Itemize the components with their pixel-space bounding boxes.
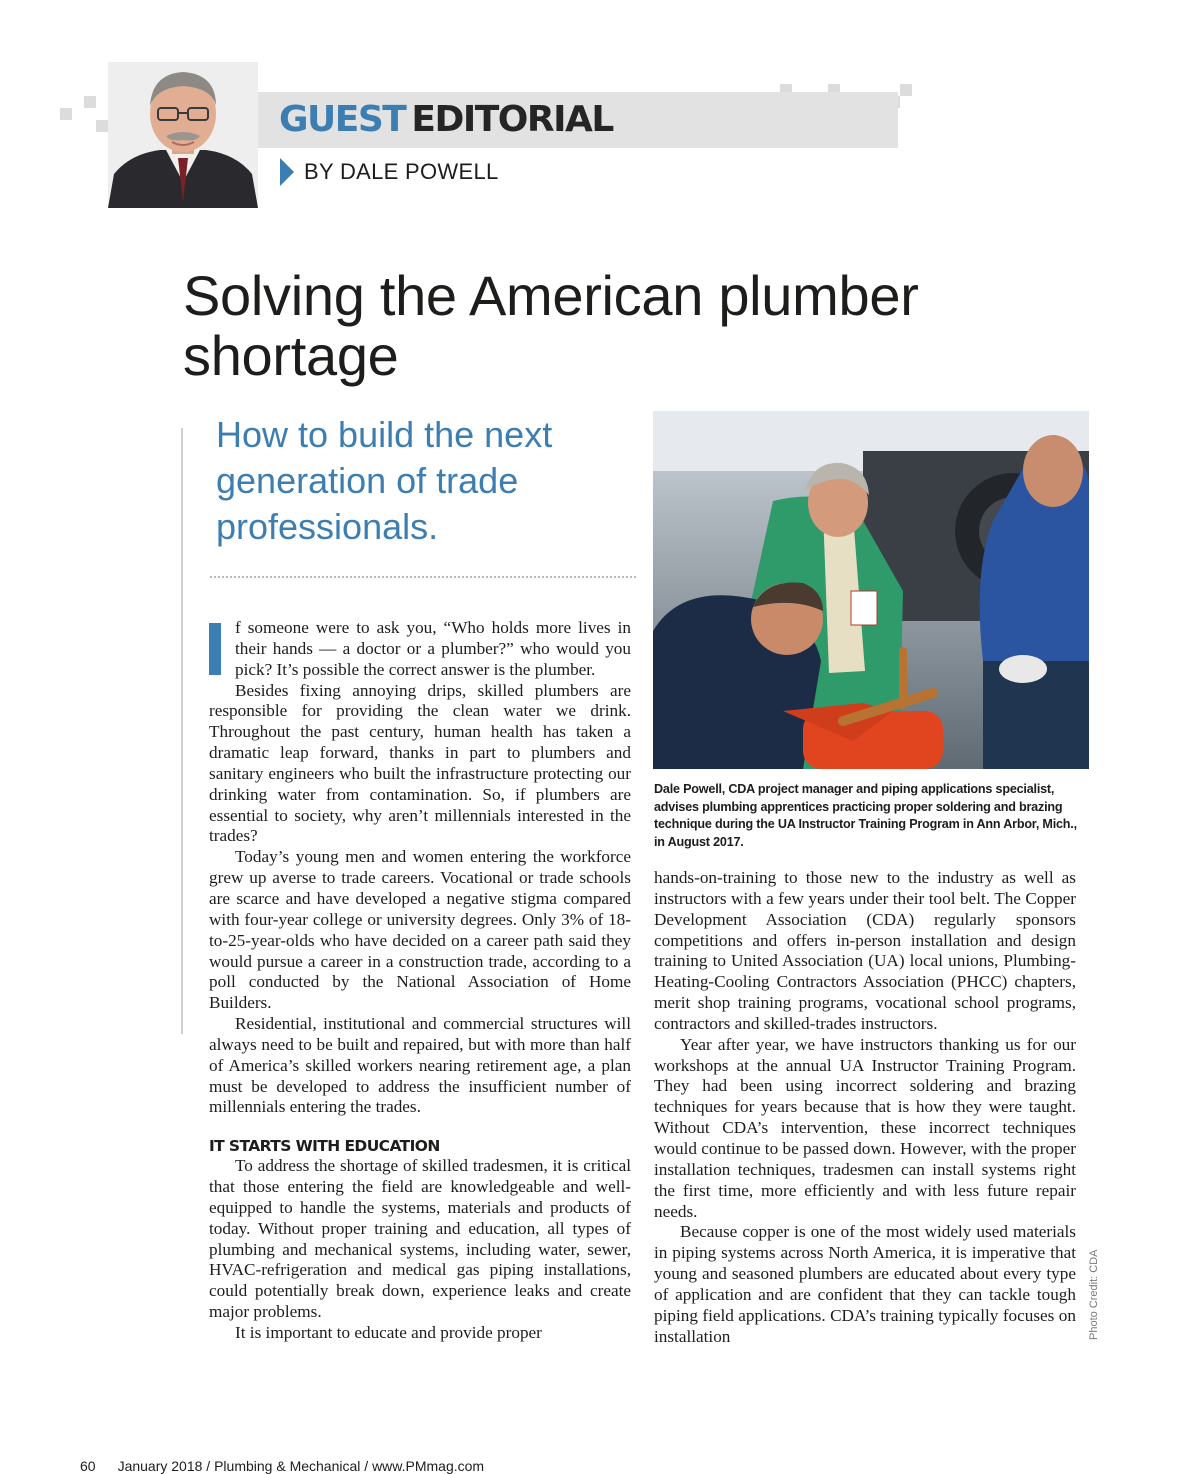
author-portrait (108, 62, 258, 208)
article-paragraph: Besides fixing annoying drips, skilled plumbers are responsible for providing the clean water we drink. Throughout the past century, human health has taken a dramatic leap forward, thanks in part to plumbers and sanitary engineers who built the infrastructure protecting our drinking water from contamination. So, if plumbers are essential to society, why aren’t millennials interested in the trades? (209, 680, 631, 846)
article-column-2 (654, 868, 1076, 1347)
workshop-photo-image (653, 411, 1089, 769)
issue-date: January 2018 (117, 1458, 203, 1474)
byline: BY DALE POWELL (304, 159, 499, 184)
drop-cap-bar (209, 623, 221, 675)
photo-caption: Dale Powell, CDA project manager and piping applications specialist, advises plumbing apprentices practicing proper soldering and brazing technique during the UA Instructor Training Program in Ann Arbor, Mich., in August 2017. (654, 782, 1077, 849)
article-paragraph (209, 618, 631, 681)
section-title (279, 96, 613, 144)
article-headline: Solving the American plumber shortage (183, 264, 919, 387)
magazine-website[interactable]: www.PMmag.com (372, 1458, 485, 1474)
paragraph-text: f someone were to ask you, “Who holds more lives in their hands — a doctor or a plumber?” who would you pick? It’s possible the correct answer is the plumber. (235, 618, 631, 679)
article-paragraph: Today’s young men and women entering the workforce grew up averse to trade careers. Vocational or trade schools are scarce and have developed a negative stigma compared with four-year college or university degrees. Only 3% of 18-to-25-year-olds who have decided on a career path said they would pursue a career in a construction trade, according to a poll conducted by the National Association of Home Builders. (209, 847, 631, 1013)
article-column-1 (209, 618, 631, 1344)
byline-arrow-icon (280, 158, 294, 186)
section-title-guest: GUEST (279, 99, 406, 140)
article-photo (653, 411, 1089, 769)
article-paragraph: Because copper is one of the most widely used materials in piping systems across North America, it is imperative that young and seasoned plumbers are educated about every type of application and are confident that they can tackle tough piping field applications. CDA’s training typically focuses on installation (654, 1222, 1076, 1346)
column-rule (181, 428, 183, 1034)
dotted-divider (210, 576, 636, 578)
article-paragraph: Year after year, we have instructors thanking us for our workshops at the annual UA Instructor Training Program. They had been using incorrect soldering and brazing techniques for years because that is how they were taught. Without CDA’s intervention, these incorrect techniques would continue to be passed down. However, with the proper installation techniques, tradesmen can install systems right the first time, more efficiently and with less future repair needs. (654, 1034, 1076, 1221)
photo-credit: Photo Credit: CDA (1088, 1249, 1100, 1340)
article-deck: How to build the next generation of trade professionals. (216, 414, 553, 547)
article-paragraph: hands-on-training to those new to the industry as well as instructors with a few years under their tool belt. The Copper Development Association (CDA) regularly sponsors competitions and offers in-person installation and design training to United Association (UA) local unions, Plumbing-Heating-Cooling Contractors Association (PHCC) chapters, merit shop training programs, vocational school programs, contractors and skilled-trades instructors. (654, 868, 1076, 1033)
article-paragraph: To address the shortage of skilled tradesmen, it is critical that those entering the field are knowledgeable and well-equipped to handle the systems, materials and products of today. Without proper training and education, all types of plumbing and mechanical systems, including water, sewer, HVAC-refrigeration and medical gas piping installations, could potentially break down, experience leaks and create major problems. (209, 1156, 631, 1322)
pixel-square (900, 84, 912, 96)
article-paragraph: Residential, institutional and commercial structures will always need to be built and repaired, but with more than half of America’s skilled workers nearing retirement age, a plan must be developed to address the insufficient number of millennials entering the trades. (209, 1014, 631, 1117)
article-subhead: IT STARTS WITH EDUCATION (209, 1137, 440, 1156)
footer-separator: / (360, 1458, 373, 1474)
magazine-name: Plumbing & Mechanical (214, 1458, 361, 1474)
footer-separator: / (202, 1458, 215, 1474)
section-title-editorial: EDITORIAL (411, 99, 613, 140)
pixel-square (84, 96, 96, 108)
pixel-square (60, 108, 72, 120)
page-number: 60 (80, 1458, 96, 1474)
author-portrait-image (108, 62, 258, 208)
article-paragraph: It is important to educate and provide proper (235, 1323, 542, 1342)
pixel-square (96, 120, 108, 132)
